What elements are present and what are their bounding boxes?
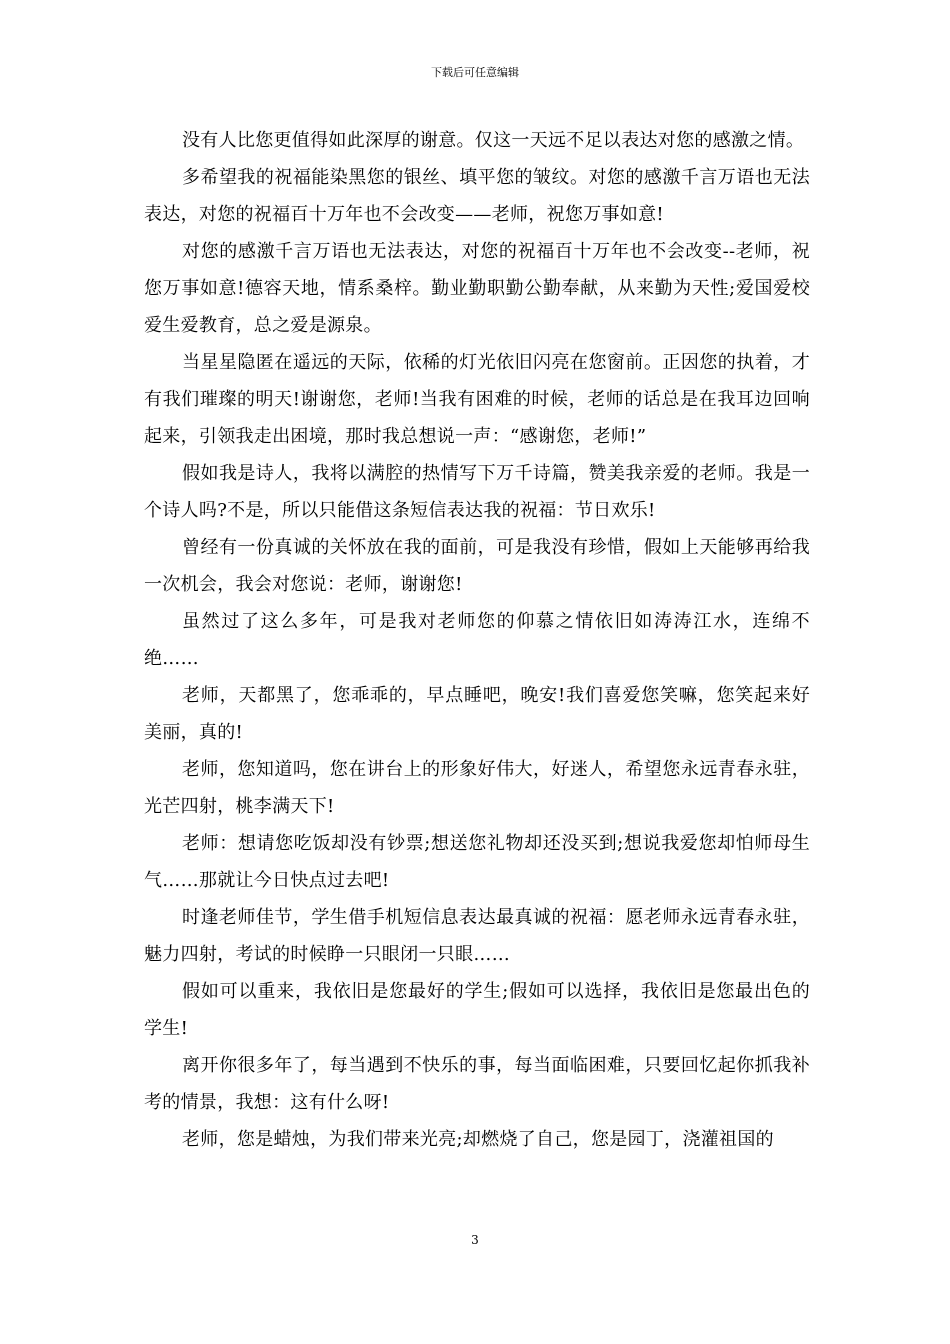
paragraph: 假如可以重来，我依旧是您最好的学生;假如可以选择，我依旧是您最出色的学生! [144,981,810,1039]
paragraph: 老师，天都黑了，您乖乖的，早点睡吧，晚安!我们喜爱您笑嘛，您笑起来好美丽，真的! [144,685,810,743]
document-body [144,122,810,1158]
paragraph: 离开你很多年了，每当遇到不快乐的事，每当面临困难，只要回忆起你抓我补考的情景，我想：这有什么呀! [144,1055,810,1113]
paragraph: 老师：想请您吃饭却没有钞票;想送您礼物却还没买到;想说我爱您却怕师母生气……那就让今日快点过去吧! [144,833,810,891]
paragraph: 时逢老师佳节，学生借手机短信息表达最真诚的祝福：愿老师永远青春永驻，魅力四射，考试的时候睁一只眼闭一只眼…… [144,907,810,965]
paragraph: 老师，您是蜡烛，为我们带来光亮;却燃烧了自己，您是园丁，浇灌祖国的 [182,1129,774,1150]
paragraph: 没有人比您更值得如此深厚的谢意。仅这一天远不足以表达对您的感激之情。 [182,130,805,151]
paragraph: 假如我是诗人，我将以满腔的热情写下万千诗篇，赞美我亲爱的老师。我是一个诗人吗?不是，所以只能借这条短信表达我的祝福：节日欢乐! [144,463,810,521]
paragraph: 老师，您知道吗，您在讲台上的形象好伟大，好迷人，希望您永远青春永驻，光芒四射，桃李满天下! [144,759,810,817]
paragraph: 曾经有一份真诚的关怀放在我的面前，可是我没有珍惜，假如上天能够再给我一次机会，我会对您说：老师，谢谢您! [144,537,810,595]
paragraph: 当星星隐匿在遥远的天际，依稀的灯光依旧闪亮在您窗前。正因您的执着，才有我们璀璨的明天!谢谢您，老师!当我有困难的时候，老师的话总是在我耳边回响起来，引领我走出困境，那时我总想说一声：“感谢您，老师!” [144,352,810,447]
paragraph: 虽然过了这么多年，可是我对老师您的仰慕之情依旧如涛涛江水，连绵不绝…… [144,611,810,669]
paragraph: 多希望我的祝福能染黑您的银丝、填平您的皱纹。对您的感激千言万语也无法表达，对您的祝福百十万年也不会改变——老师，祝您万事如意! [144,167,810,225]
paragraph: 对您的感激千言万语也无法表达，对您的祝福百十万年也不会改变--老师，祝您万事如意!德容天地，情系桑梓。勤业勤职勤公勤奉献，从来勤为天性;爱国爱校爱生爱教育，总之爱是源泉。 [144,241,810,336]
page-number: 3 [471,1233,479,1247]
page-header: 下载后可任意编辑 [431,66,519,79]
